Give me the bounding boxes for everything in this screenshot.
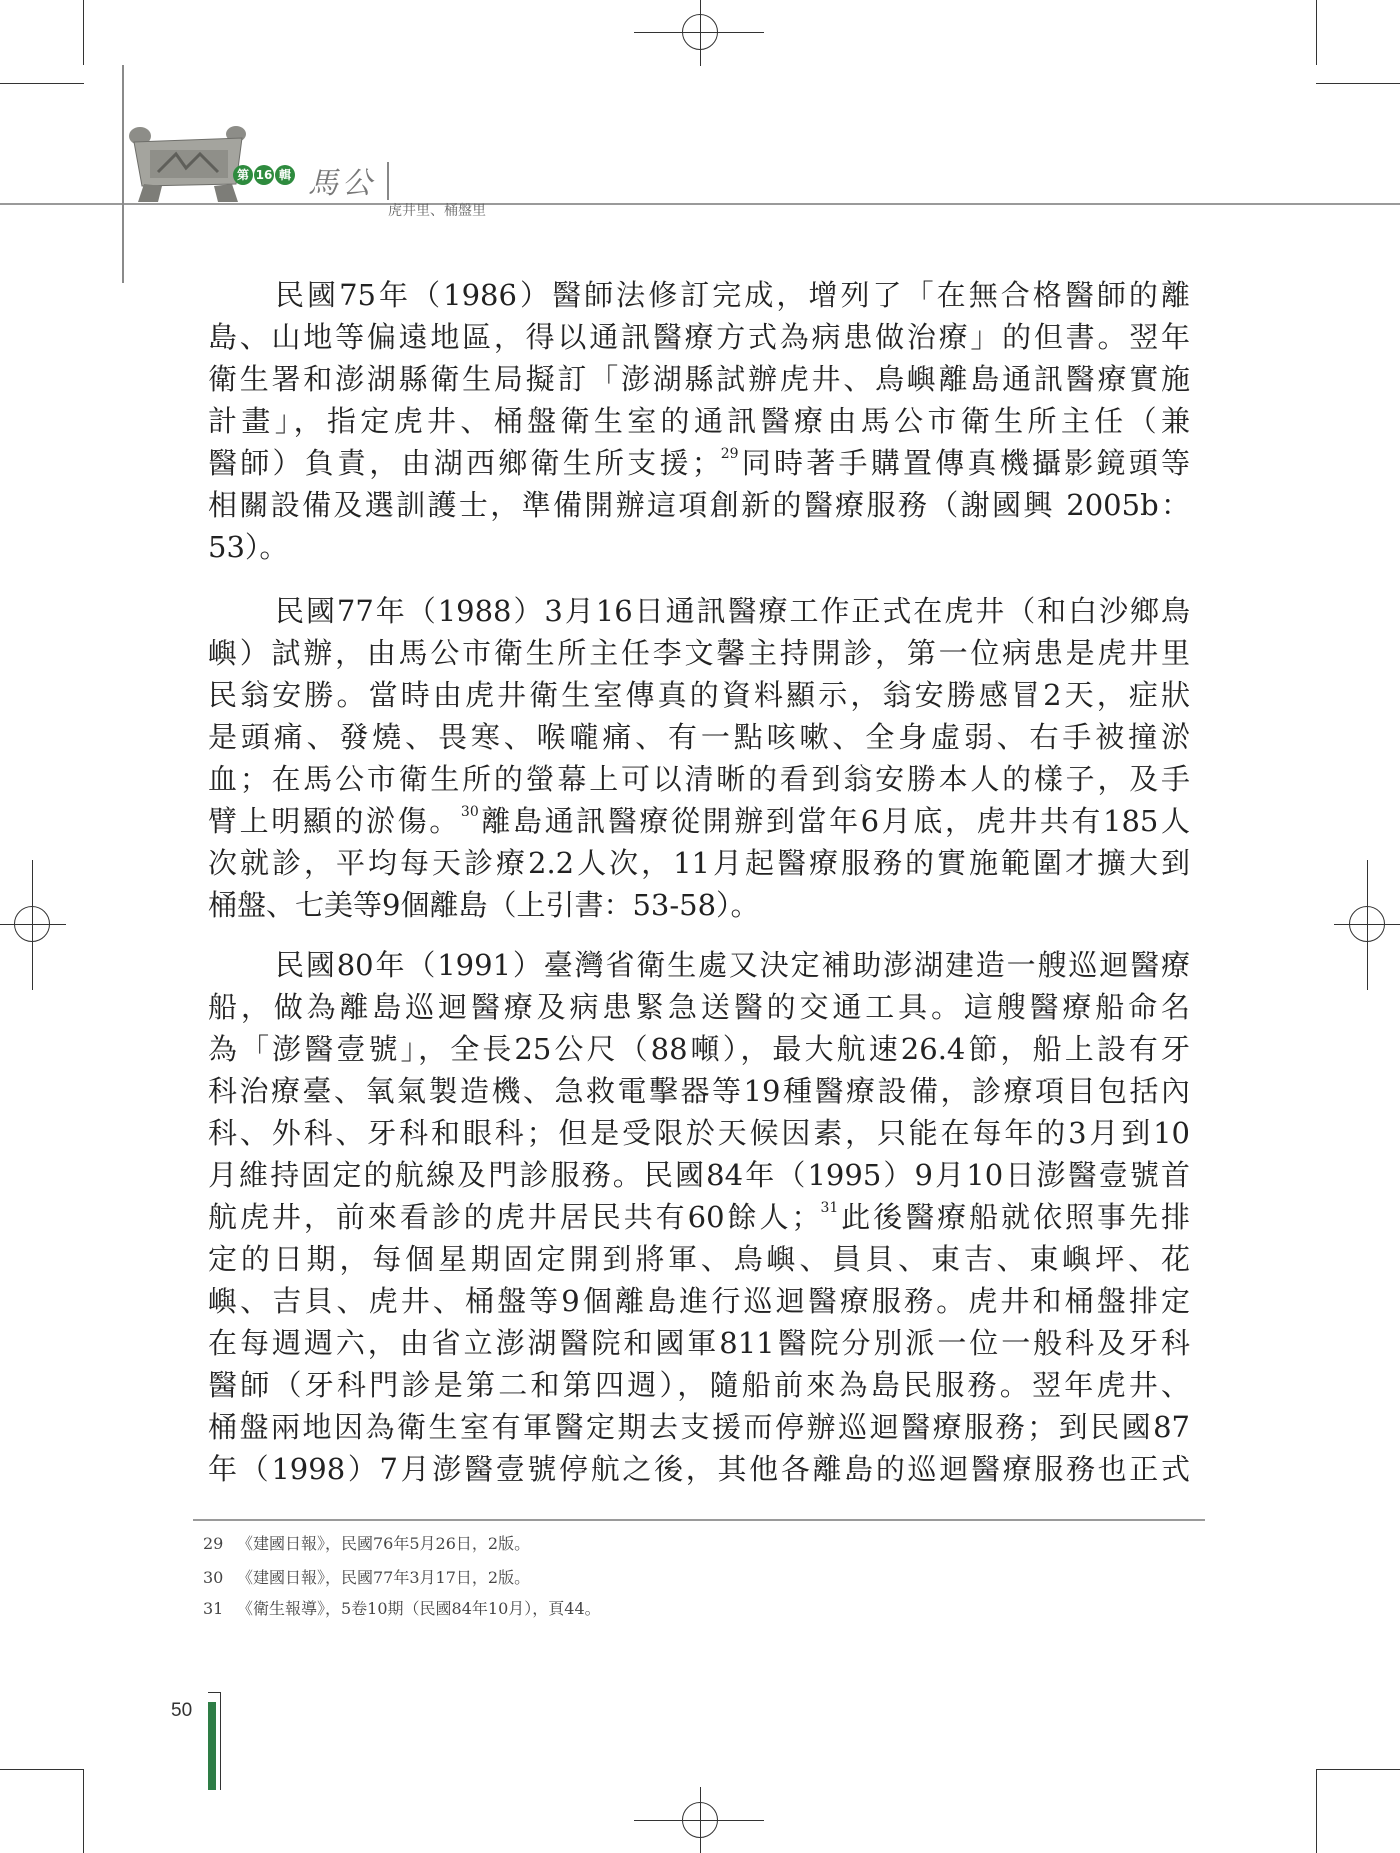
text-segment: 島、山地等偏遠地區，得以通訊醫療方式為病患做治療」的但書。翌年 [208,320,1190,354]
text-segment: 醫師（牙科門診是第二和第四週），隨船前來為島民服務。翌年虎井、 [208,1368,1190,1402]
text-segment: 民國80年（1991）臺灣省衛生處又決定補助澎湖建造一艘巡迴醫療 [275,948,1190,982]
text-line [208,484,1190,526]
text-line [208,986,1190,1028]
text-line [208,1238,1190,1280]
footnote-30 [203,1565,530,1588]
text-line [208,1070,1190,1112]
page-marker-bracket [208,1692,221,1790]
title-divider [387,162,389,200]
text-line [208,316,1190,358]
text-segment: 為「澎醫壹號」，全長25公尺（88噸），最大航速26.4節，船上設有牙 [208,1032,1190,1066]
text-segment: 同時著手購置傳真機攝影鏡頭等 [738,446,1190,480]
text-line [208,442,1190,484]
chapter-subtitle: 虎井里、桶盤里 [388,203,486,219]
text-line [208,716,1190,758]
text-line [208,674,1190,716]
text-line [208,1028,1190,1070]
text-line [208,590,1190,632]
footnote-rule [193,1519,1205,1521]
text-segment: 桶盤、七美等9個離島（上引書：53-58）。 [208,888,760,922]
text-line [208,842,1190,884]
text-line [208,1154,1190,1196]
text-segment: 民翁安勝。當時由虎井衛生室傳真的資料顯示，翁安勝感冒2天，症狀 [208,678,1190,712]
footnote-text: 《建國日報》，民國76年5月26日，2版。 [237,1534,531,1553]
text-line [208,400,1190,442]
footnote-reference[interactable]: 30 [460,804,479,820]
text-segment: 在每週週六，由省立澎湖醫院和國軍811醫院分別派一位一般科及牙科 [208,1326,1190,1360]
footnote-number: 29 [203,1534,224,1553]
text-segment: 航虎井，前來看診的虎井居民共有60餘人； [208,1200,821,1234]
body-paragraph-1 [208,274,1190,568]
text-line [208,800,1190,842]
text-segment: 離島通訊醫療從開辦到當年6月底，虎井共有185人 [478,804,1190,838]
text-segment: 衛生署和澎湖縣衛生局擬訂「澎湖縣試辦虎井、鳥嶼離島通訊醫療實施 [208,362,1190,396]
footnote-31 [203,1596,601,1619]
text-segment: 民國77年（1988）3月16日通訊醫療工作正式在虎井（和白沙鄉鳥 [275,594,1190,628]
text-segment: 嶼、吉貝、虎井、桶盤等9個離島進行巡迴醫療服務。虎井和桶盤排定 [208,1284,1190,1318]
text-line [208,1196,1190,1238]
text-line [208,1406,1190,1448]
series-number-badge: 16 [254,165,274,185]
footnote-29 [203,1531,530,1554]
footnote-text: 《建國日報》，民國77年3月17日，2版。 [237,1568,531,1587]
text-segment: 此後醫療船就依照事先排 [838,1200,1190,1234]
footnote-reference[interactable]: 31 [820,1200,839,1216]
body-paragraph-2 [208,590,1190,926]
text-segment: 是頭痛、發燒、畏寒、喉嚨痛、有一點咳嗽、全身虛弱、右手被撞淤 [208,720,1190,754]
text-segment: 53）。 [208,530,289,564]
text-line [208,526,1190,568]
text-segment: 民國75年（1986）醫師法修訂完成，增列了「在無合格醫師的離 [275,278,1190,312]
body-paragraph-3 [208,944,1190,1490]
text-line [208,1280,1190,1322]
text-segment: 月維持固定的航線及門診服務。民國84年（1995）9月10日澎醫壹號首 [208,1158,1190,1192]
page-number: 50 [171,1700,193,1721]
text-segment: 科治療臺、氧氣製造機、急救電擊器等19種醫療設備，診療項目包括內 [208,1074,1190,1108]
text-segment: 定的日期，每個星期固定開到將軍、鳥嶼、員貝、東吉、東嶼坪、花 [208,1242,1190,1276]
text-segment: 相關設備及選訓護士，準備開辦這項創新的醫療服務（謝國興 2005b： [208,488,1190,522]
text-line [208,758,1190,800]
book-title: 馬公 [308,166,376,201]
text-line [208,274,1190,316]
text-segment: 年（1998）7月澎醫壹號停航之後，其他各離島的巡迴醫療服務也正式 [208,1452,1190,1486]
text-segment: 次就診，平均每天診療2.2人次，11月起醫療服務的實施範圍才擴大到 [208,846,1190,880]
series-suffix-badge: 輯 [275,165,295,185]
footnote-reference[interactable]: 29 [720,446,739,462]
text-line [208,632,1190,674]
text-segment: 計畫」，指定虎井、桶盤衛生室的通訊醫療由馬公市衛生所主任（兼 [208,404,1190,438]
series-badge [233,164,296,185]
text-line [208,1364,1190,1406]
text-line [208,358,1190,400]
text-segment: 嶼）試辦，由馬公市衛生所主任李文馨主持開診，第一位病患是虎井里 [208,636,1190,670]
text-line [208,884,1190,926]
footnote-number: 31 [203,1599,224,1618]
text-segment: 科、外科、牙科和眼科；但是受限於天候因素，只能在每年的3月到10 [208,1116,1190,1150]
header-vertical-rule [122,65,124,283]
text-line [208,1322,1190,1364]
footnote-number: 30 [203,1568,224,1587]
text-segment: 船，做為離島巡迴醫療及病患緊急送醫的交通工具。這艘醫療船命名 [208,990,1190,1024]
text-line [208,1112,1190,1154]
text-line [208,1448,1190,1490]
series-prefix-badge: 第 [233,165,253,185]
text-line [208,944,1190,986]
text-segment: 醫師）負責，由湖西鄉衛生所支援； [208,446,721,480]
text-segment: 臂上明顯的淤傷。 [208,804,461,838]
text-segment: 血；在馬公市衛生所的螢幕上可以清晰的看到翁安勝本人的樣子，及手 [208,762,1190,796]
text-segment: 桶盤兩地因為衛生室有軍醫定期去支援而停辦巡迴醫療服務；到民國87 [208,1410,1190,1444]
footnote-text: 《衛生報導》，5卷10期（民國84年10月），頁44。 [237,1599,601,1618]
